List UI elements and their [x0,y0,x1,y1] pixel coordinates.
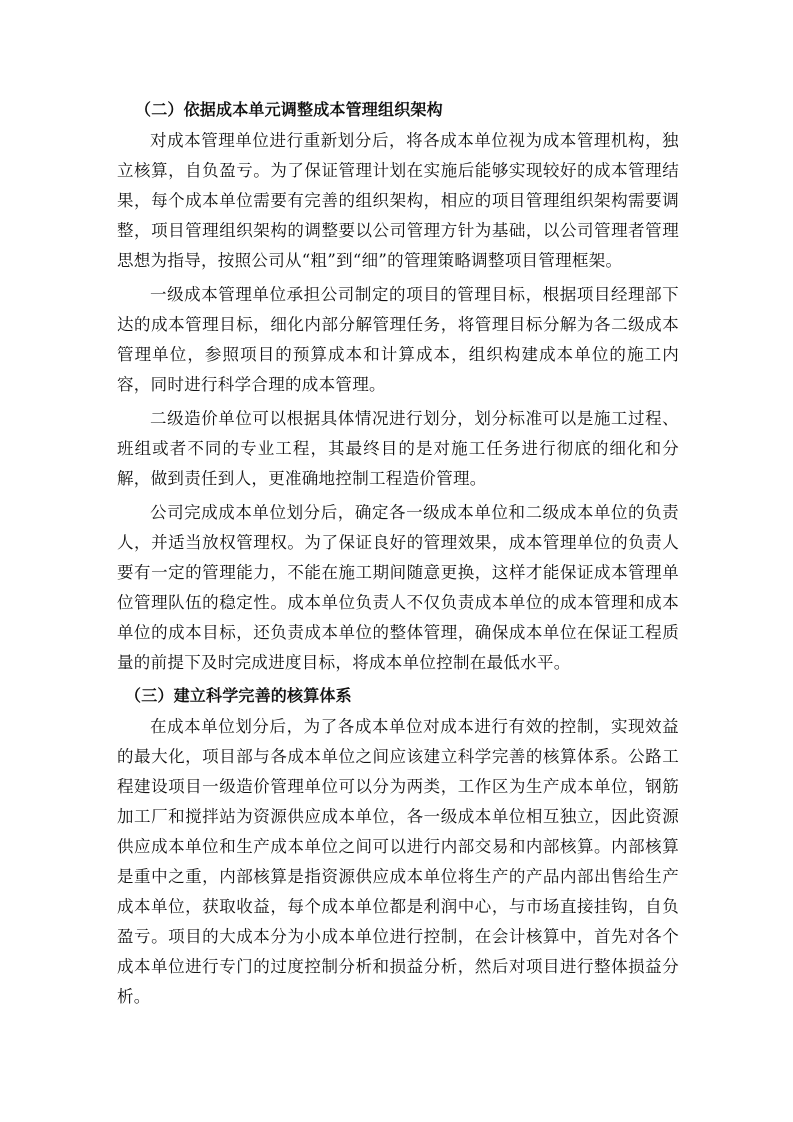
paragraph: 在成本单位划分后，为了各成本单位对成本进行有效的控制，实现效益的最大化，项目部与各成本单位之间应该建立科学完善的核算体系。公路工程建设项目一级造价管理单位可以分为两类，工作区为生产成本单位，钢筋加工厂和搅拌站为资源供应成本单位，各一级成本单位相互独立，因此资源供应成本单位和生产成本单位之间可以进行内部交易和内部核算。内部核算是重中之重，内部核算是指资源供应成本单位将生产的产品内部出售给生产成本单位，获取收益，每个成本单位都是利润中心，与市场直接挂钩，自负盈亏。项目的大成本分为小成本单位进行控制，在会计核算中，首先对各个成本单位进行专门的过度控制分析和损益分析，然后对项目进行整体损益分析。 [117,717,679,1006]
document-body [117,94,679,1012]
paragraph: 公司完成成本单位划分后，确定各一级成本单位和二级成本单位的负责人，并适当放权管理权。为了保证良好的管理效果，成本管理单位的负责人要有一定的管理能力，不能在施工期间随意更换，这样才能保证成本管理单位管理队伍的稳定性。成本单位负责人不仅负责成本单位的成本管理和成本单位的成本目标，还负责成本单位的整体管理，确保成本单位在保证工程质量的前提下及时完成进度目标，将成本单位控制在最低水平。 [117,503,679,672]
paragraph: 一级成本管理单位承担公司制定的项目的管理目标，根据项目经理部下达的成本管理目标，细化内部分解管理任务，将管理目标分解为各二级成本管理单位，参照项目的预算成本和计算成本，组织构建成本单位的施工内容，同时进行科学合理的成本管理。 [117,285,679,394]
paragraph: 对成本管理单位进行重新划分后，将各成本单位视为成本管理机构，独立核算，自负盈亏。为了保证管理计划在实施后能够实现较好的成本管理结果，每个成本单位需要有完善的组织架构，相应的项目管理组织架构需要调整，项目管理组织架构的调整要以公司管理方针为基础，以公司管理者管理思想为指导，按照公司从“粗”到“细”的管理策略调整项目管理框架。 [117,131,679,270]
paragraph: 二级造价单位可以根据具体情况进行划分，划分标准可以是施工过程、班组或者不同的专业工程，其最终目的是对施工任务进行彻底的细化和分解，做到责任到人，更准确地控制工程造价管理。 [117,409,679,488]
section-heading-2: （二）依据成本单元调整成本管理组织架构 [135,100,443,119]
section-heading-3: （三）建立科学完善的核算体系 [125,686,352,705]
